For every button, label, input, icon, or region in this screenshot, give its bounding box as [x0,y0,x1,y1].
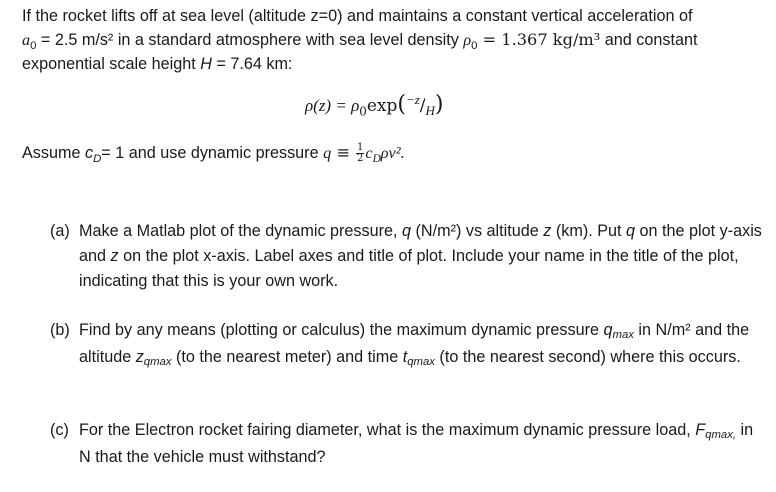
part-b-t-sub: qmax [407,356,435,368]
equiv-sign: ≡ [331,143,356,162]
part-b-t4: (to the nearest second) where this occurs. [434,348,741,366]
formula-H: H [425,103,435,118]
rhs-cd: c [365,144,373,162]
H-symbol: H [200,55,212,73]
part-b-qmax-sub: max [612,329,634,341]
part-b-qmax: q [603,321,613,339]
one-half-fraction [356,143,364,164]
part-b-text [79,318,762,372]
fraction-denominator: 2 [357,153,364,165]
problem-intro [22,4,762,76]
a0-symbol: a [22,31,31,49]
part-a-label: (a) [50,222,70,240]
part-b-z-sub: qmax [143,356,172,368]
density-formula [305,92,444,117]
part-a-q2: q [626,222,636,240]
part-b-t1: Find by any means (plotting or calculus) the maximum dynamic pressure [79,321,604,339]
formula-close-paren: ) [434,92,444,117]
formula-neg-z: −z [405,92,420,107]
assumption-line [22,141,405,165]
part-c-text [79,418,762,470]
cd-symbol: c [84,144,94,162]
part-a-t2: (N/m²) vs altitude [411,222,544,240]
rho0-value: = 1.367 kg/m³ [477,30,601,49]
part-b-label: (b) [50,321,70,339]
part-b-t: t [402,348,408,366]
part-c [50,418,762,470]
part-a-text [79,219,762,294]
part-a-q: q [402,222,412,240]
part-c-label: (c) [50,421,69,439]
part-c-F-sub: qmax, [705,429,737,441]
part-c-t1: For the Electron rocket fairing diameter, what is the maximum dynamic pressure load, [79,421,696,439]
formula-lhs: ρ(z) = ρ [305,96,360,115]
part-b-t2: in N/m² and the altitude [79,321,750,366]
part-b-t3: (to the nearest meter) and time [171,348,403,366]
part-a-z2: z [110,247,119,265]
part-a-t4: on the plot y-axis and [79,222,762,265]
fraction-numerator: 1 [357,142,364,154]
part-a-t3: (km). Put [551,222,627,240]
H-value: = 7.64 km: [211,55,293,73]
assume-mid: = 1 and use dynamic pressure [101,144,324,162]
formula-slash: / [419,96,426,116]
rho0-subscript: 0 [471,40,478,53]
part-c-t2: in N that the vehicle must withstand? [79,421,754,466]
intro-line3: exponential scale height [22,55,201,73]
formula-exp: exp [366,96,398,116]
formula-lhs-sub: 0 [359,104,367,119]
part-a-t5: on the plot x-axis. Label axes and title of plot. Include your name in the title of the plot, indicating that this is your own work. [79,247,739,290]
part-a-t1: Make a Matlab plot of the dynamic pressure, [79,222,403,240]
cd-subscript: D [93,153,102,166]
part-b [50,318,762,372]
intro-line1: If the rocket lifts off at sea level (altitude z=0) and maintains a constant vertical acceleration of [22,7,693,25]
part-b-z: z [135,348,144,366]
part-a [50,219,762,294]
intro-line2-tail: and constant [600,31,698,49]
a0-subscript: 0 [30,40,37,53]
rhs-rho-v2: ρv². [380,144,405,162]
rho0-symbol: ρ [463,31,472,49]
rhs-cd-sub: D [372,153,381,166]
a0-value: = 2.5 m/s² in a standard atmosphere with sea level density [36,31,464,49]
assume-pre: Assume [22,144,85,162]
formula-open-paren: ( [397,92,406,117]
part-c-F: F [695,421,706,439]
part-a-z: z [543,222,552,240]
q-symbol: q [323,144,332,162]
